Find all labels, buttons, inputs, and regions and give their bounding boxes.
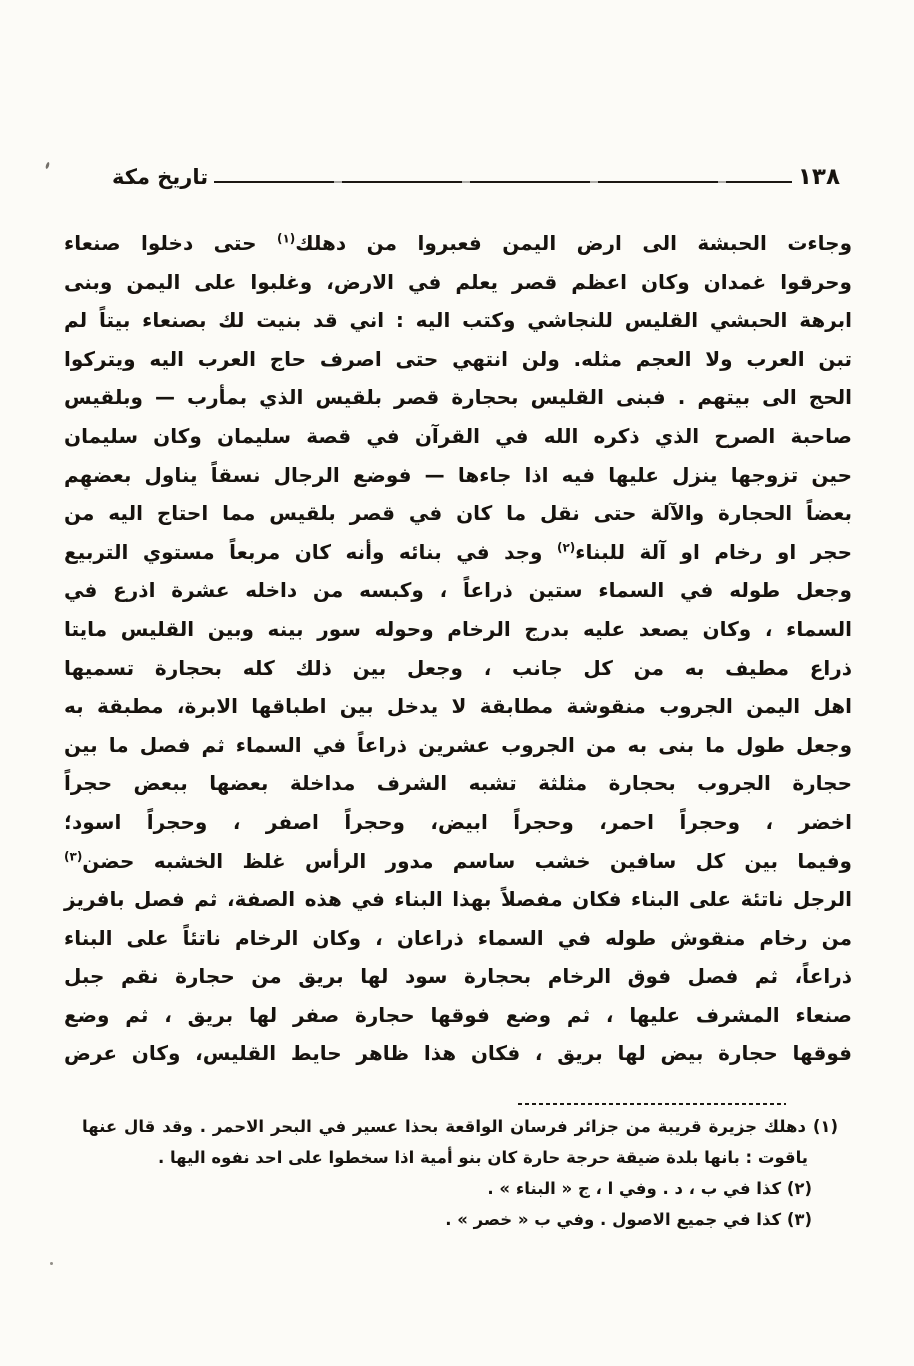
line-text: بعضاً الحجارة والآلة حتى نقل ما كان في قصر بلقيس مما احتاج اليه من <box>64 501 852 526</box>
line-text: الرجل ناتئة على البناء فكان مفصلاً بهذا البناء في هذه الصفة، ثم فصل بافريز <box>64 887 852 912</box>
line-text: حجر او رخام او آلة للبناء <box>575 539 852 564</box>
line-text: السماء ، وكان يصعد عليه بدرج الرخام وحوله سور بينه وبين القليس مايتا <box>64 616 852 641</box>
line-text: صنعاء المشرف عليها ، ثم وضع فوقها حجارة صفر لها بريق ، ثم وضع <box>64 1002 852 1027</box>
text-line <box>64 378 852 417</box>
text-line <box>64 919 852 958</box>
text-line <box>64 957 852 996</box>
line-text: تبن العرب ولا العجم مثله. ولن انتهي حتى اصرف حاج العرب اليه ويتركوا <box>64 346 852 371</box>
line-text: اخضر ، وحجراً احمر، وحجراً ابيض، وحجراً اصفر ، وحجراً اسود؛ <box>64 809 852 834</box>
footnote-2-text: كذا في ب ، د . وفي ا ، ج « البناء » . <box>487 1179 787 1198</box>
footnote-ref-3: (٣) <box>64 848 83 863</box>
text-line <box>64 803 852 842</box>
line-text: وجاءت الحبشة الى ارض اليمن فعبروا من دهلك <box>295 231 853 255</box>
text-line <box>64 571 852 610</box>
line-text: الحج الى بيتهم . فبنى القليس بحجارة قصر بلقيس الذي بمأرب — وبلقيس <box>64 385 852 410</box>
text-line <box>64 880 852 919</box>
text-line <box>64 687 852 726</box>
text-line <box>64 764 852 803</box>
scan-speckle <box>84 488 88 490</box>
footnote-2-marker: (٢) <box>786 1179 812 1198</box>
line-text: وحرقوا غمدان وكان اعظم قصر يعلم في الارض، وغلبوا على اليمن وبنى <box>64 269 852 294</box>
line-text: ابرهة الحبشي القليس للنجاشي وكتب اليه : اني قد بنيت لك بصنعاء بيتاً لم <box>64 308 852 333</box>
footnotes-block <box>82 1111 838 1235</box>
line-text: وجد في بنائه وأنه كان مربعاً مستوي التربيع <box>64 539 557 564</box>
text-line <box>64 263 852 302</box>
footnote-2 <box>82 1173 838 1204</box>
text-line <box>64 340 852 379</box>
text-line <box>64 224 852 263</box>
text-line <box>64 649 852 688</box>
line-text: وجعل طوله في السماء ستين ذراعاً ، وكبسه من داخله عشرة اذرع في <box>64 578 852 603</box>
line-text: وفيما بين كل سافين خشب ساسم مدور الرأس غلظ الخشبه حضن <box>82 848 852 873</box>
footnote-1-line-1 <box>82 1111 838 1142</box>
book-title: تاريخ مكة <box>112 165 209 189</box>
text-line <box>64 533 852 572</box>
scan-speckle <box>45 162 50 170</box>
footnote-3-marker: (٣) <box>786 1210 812 1229</box>
footnote-ref-1: (١) <box>276 231 296 246</box>
text-line <box>64 494 852 533</box>
footnote-separator <box>518 1103 786 1105</box>
header-rule <box>214 181 792 183</box>
line-text: فوقها حجارة بيض لها بريق ، فكان هذا ظاهر حايط القليس، وكان عرض <box>64 1041 852 1066</box>
footnote-1-line-2 <box>82 1142 838 1173</box>
line-text: اهل اليمن الجروب منقوشة مطابقة لا يدخل بين اطباقها الابرة، مطبقة به <box>64 694 852 719</box>
text-line <box>64 1034 852 1073</box>
line-text: حين تزوجها ينزل عليها فيه اذا جاءها — فوضع الرجال نسقاً يناول بعضهم <box>64 462 852 487</box>
scan-speckle <box>50 1262 53 1265</box>
text-line <box>64 842 852 881</box>
text-line <box>64 610 852 649</box>
footnote-1-text: دهلك جزيرة قريبة من جزائر فرسان الواقعة بحذا عسير في البحر الاحمر . وقد قال عنها <box>82 1117 813 1136</box>
text-line <box>64 301 852 340</box>
running-head <box>112 158 840 200</box>
line-text: ذراعاً، ثم فصل فوق الرخام بحجارة سود لها بريق من حجارة نقم جبل <box>64 964 852 989</box>
line-text: من رخام منقوش طوله في السماء ذراعان ، وكان الرخام ناتئاً على البناء <box>64 925 852 950</box>
line-text: وجعل طول ما بنى به من الجروب عشرين ذراعاً في السماء ثم فصل ما بين <box>64 732 852 757</box>
footnote-3 <box>82 1204 838 1235</box>
text-line <box>64 417 852 456</box>
footnote-1-marker: (١) <box>812 1117 838 1136</box>
footnote-3-text: كذا في جميع الاصول . وفي ب « خصر » . <box>445 1210 787 1229</box>
footnote-ref-2: (٢) <box>556 540 576 555</box>
line-text: حجارة الجروب بحجارة مثلثة تشبه الشرف مداخلة بعضها ببعض حجراً <box>64 771 852 796</box>
text-line <box>64 996 852 1035</box>
text-line <box>64 726 852 765</box>
line-text: ذراع مطيف به من كل جانب ، وجعل بين ذلك كله بحجارة تسميها <box>64 655 852 680</box>
line-text: صاحبة الصرح الذي ذكره الله في القرآن في قصة سليمان وكان سليمان <box>64 423 852 448</box>
body-text <box>64 224 852 1073</box>
line-text: حتى دخلوا صنعاء <box>64 231 277 255</box>
page-number: ١٣٨ <box>797 164 840 190</box>
text-line <box>64 456 852 495</box>
footnote-1-text-continued: ياقوت : بانها بلدة ضيقة حرجة حارة كان بنو أمية اذا سخطوا على احد نفوه اليها . <box>157 1148 808 1167</box>
